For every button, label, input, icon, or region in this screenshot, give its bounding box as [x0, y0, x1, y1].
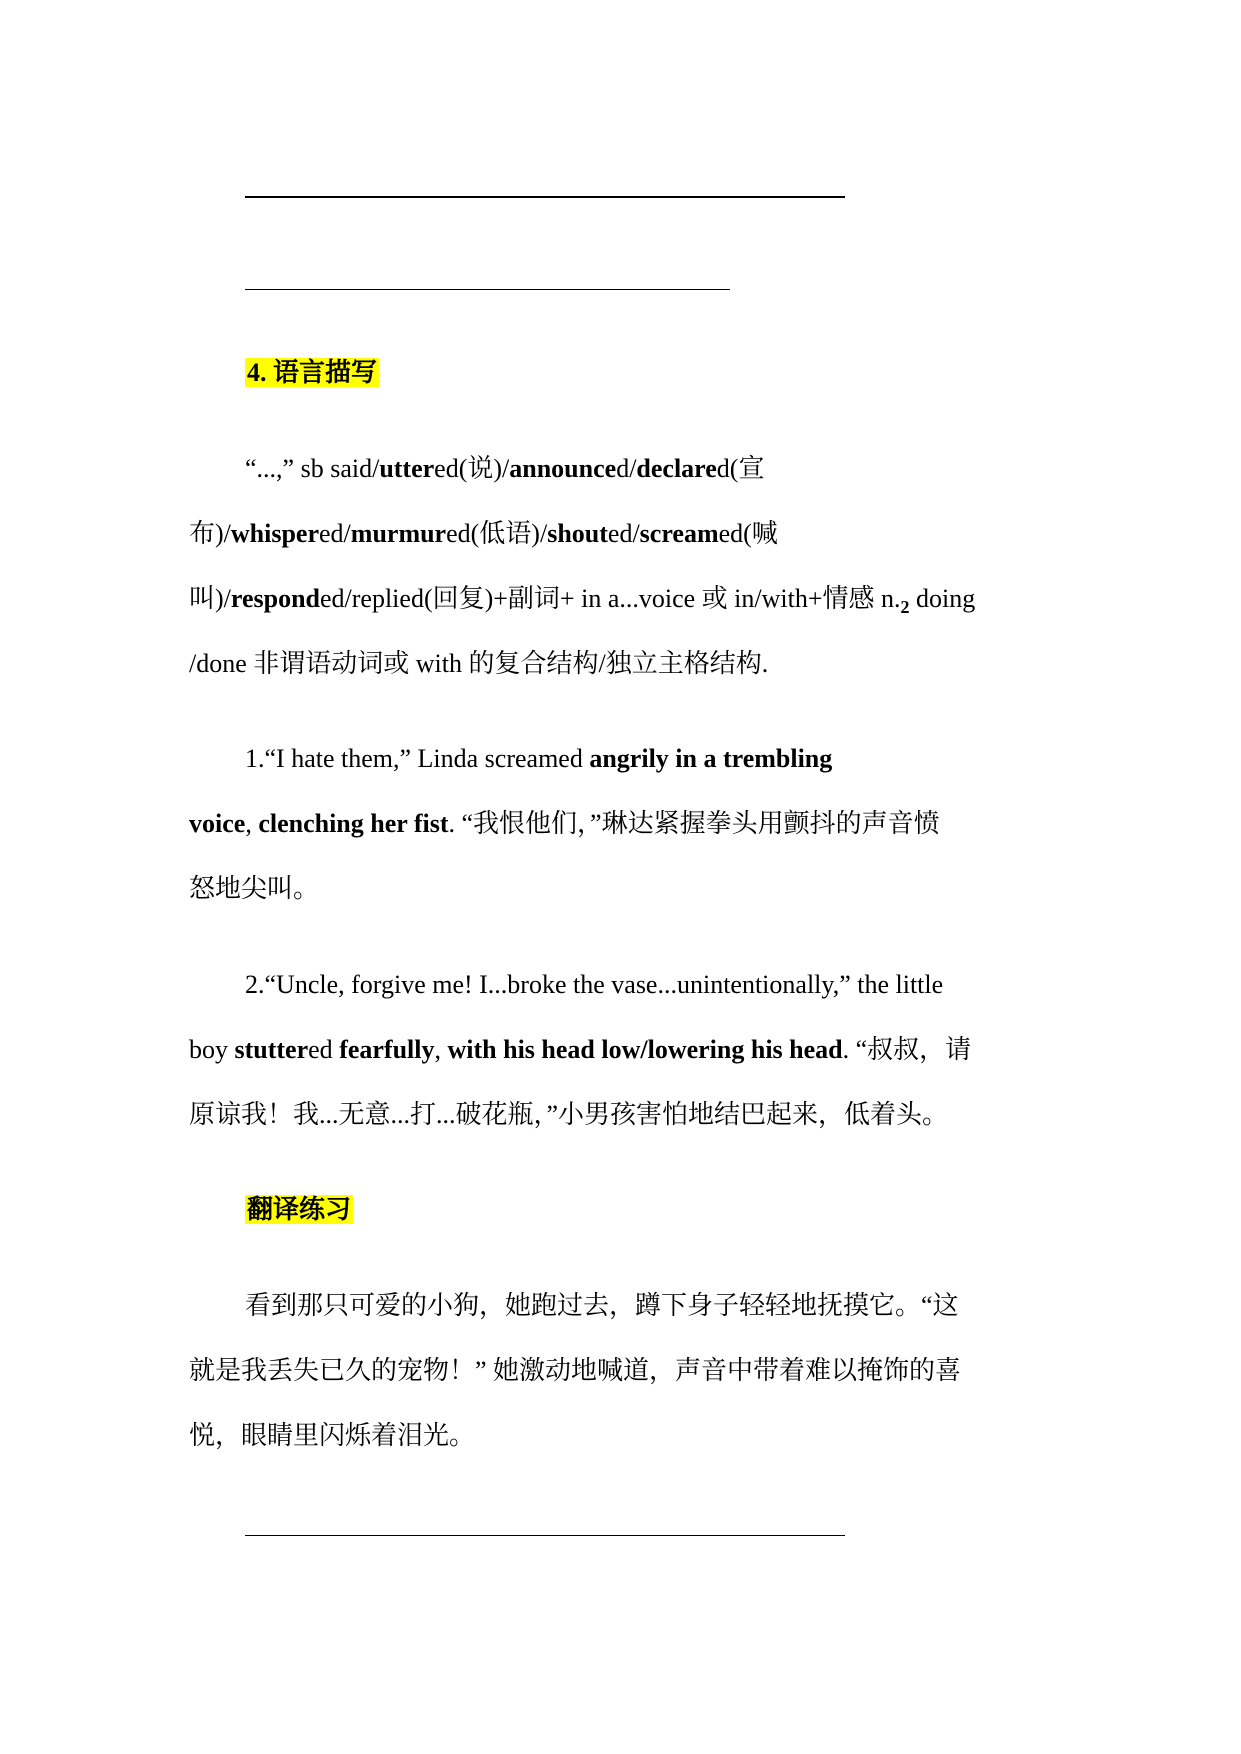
- section-heading: [245, 340, 1115, 405]
- practice-heading-text: 翻译练习: [247, 1195, 352, 1224]
- section-heading-text: 4. 语言描写: [247, 358, 378, 387]
- practice-heading: [245, 1177, 1115, 1242]
- practice-line-1: 看到那只可爱的小狗，她跑过去，蹲下身子轻轻地抚摸它。“这: [245, 1291, 959, 1320]
- example-2-line-1: 2.“Uncle, forgive me! I...broke the vase...unintentionally,” the little: [245, 970, 944, 999]
- example-2-line-2: boy stuttered fearfully, with his head low/lowering his head. “叔叔，请: [189, 1035, 972, 1064]
- pattern-line-3: 叫)/responded/replied(回复)+副词+ in a...voice 或 in/with+情感 $n._2$ doing: [189, 584, 976, 617]
- pattern-line-4: /done 非谓语动词或 with 的复合结构/独立主格结构.: [189, 649, 769, 678]
- example-2-line-3: 原谅我！我...无意...打...破花瓶，”小男孩害怕地结巴起来，低着头。: [189, 1100, 949, 1129]
- practice-line-2: 就是我丢失已久的宠物！” 她激动地喊道，声音中带着难以掩饰的喜: [189, 1356, 962, 1385]
- practice-line-3: 悦，眼睛里闪烁着泪光。: [189, 1421, 476, 1450]
- pattern-line-1: “...,” sb said/uttered(说)/announced/declared(宣: [245, 454, 765, 483]
- example-1-line-3: 怒地尖叫。: [189, 874, 320, 903]
- example-1-line-1: 1.“I hate them,” Linda screamed angrily in a trembling: [245, 744, 833, 773]
- answer-line-1: [245, 196, 845, 198]
- pattern-line-2: 布)/whispered/murmured(低语)/shouted/screamed(喊: [189, 519, 778, 548]
- example-1-line-2: voice, clenching her fist. “我恨他们，”琳达紧握拳头用颤抖的声音愤: [189, 809, 940, 838]
- answer-line-3: [245, 1535, 845, 1536]
- answer-line-2: [245, 289, 730, 290]
